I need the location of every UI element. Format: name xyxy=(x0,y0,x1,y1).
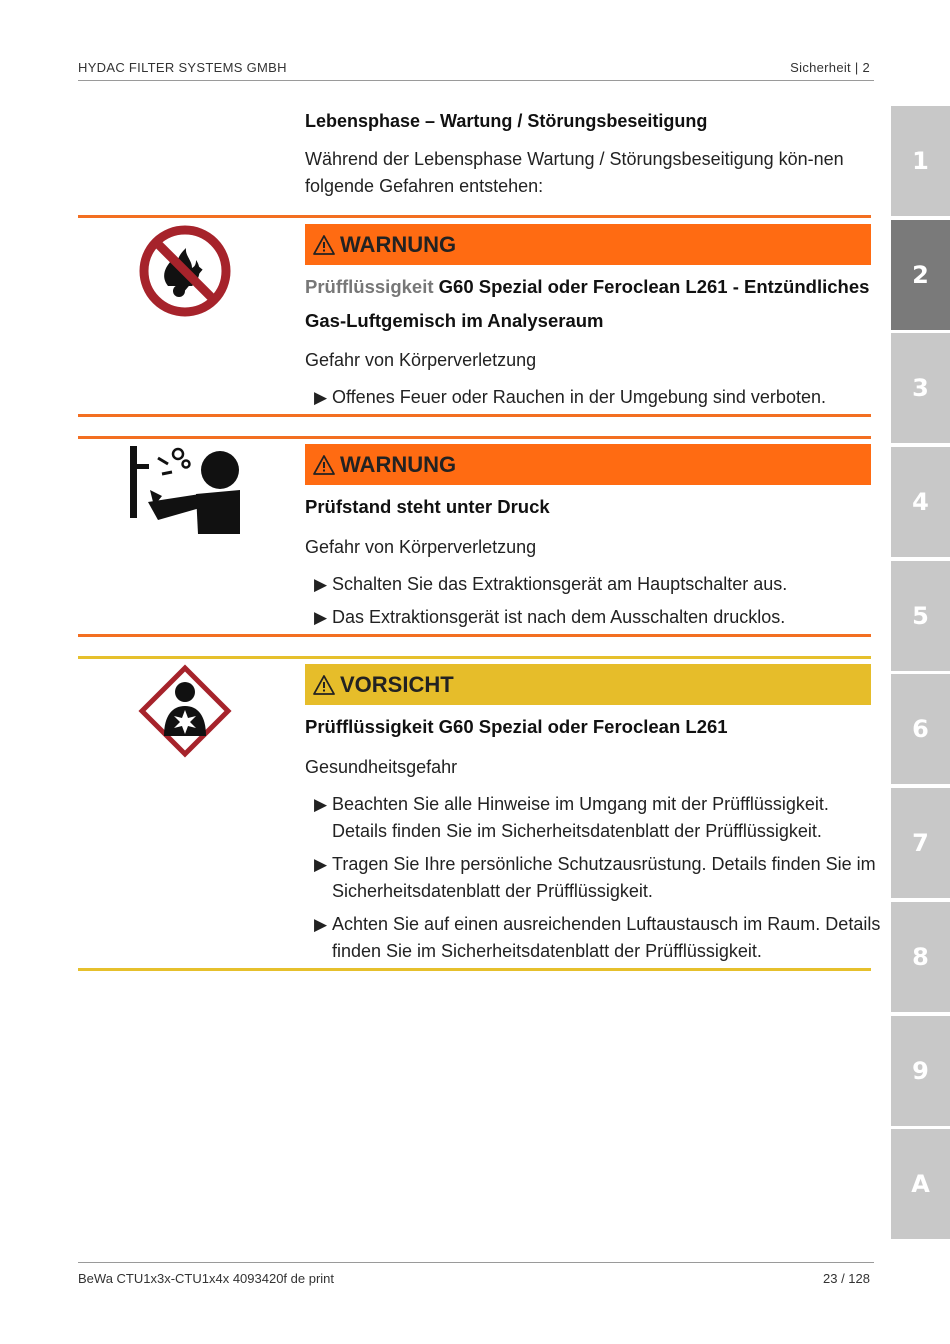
warning2-bullet-1-text: Schalten Sie das Extraktionsgerät am Hauptschalter aus. xyxy=(332,574,788,594)
page-number: 23 / 128 xyxy=(823,1271,870,1286)
caution-bullet-1-text: Beachten Sie alle Hinweise im Umgang mit der Prüfflüssigkeit. Details finden Sie im Sicherheitsdatenblatt der Prüfflüssigkeit. xyxy=(332,794,829,841)
caution-heading: Prüfflüssigkeit G60 Spezial oder Feroclean L261 xyxy=(305,716,728,737)
pressure-hazard-icon xyxy=(128,444,243,536)
bullet-arrow-icon: ▶ xyxy=(314,795,328,814)
bullet-arrow-icon: ▶ xyxy=(314,575,328,594)
warning-triangle-icon xyxy=(313,235,335,255)
bullet-arrow-icon: ▶ xyxy=(314,915,328,934)
warning1-bottom-rule xyxy=(78,414,871,417)
chapter-tab-7[interactable]: 7 xyxy=(891,788,950,898)
warning2-label: WARNUNG xyxy=(340,451,457,477)
lifecycle-title: Lebensphase – Wartung / Störungsbeseitigung xyxy=(305,111,708,131)
caution-bullet-1 xyxy=(314,791,888,845)
warning2-bullet-2-text: Das Extraktionsgerät ist nach dem Ausschalten drucklos. xyxy=(332,607,786,627)
warning-triangle-icon xyxy=(313,675,335,695)
caution-bullet-2-text: Tragen Sie Ihre persönliche Schutzausrüstung. Details finden Sie im Sicherheitsdatenblatt der Prüfflüssigkeit. xyxy=(332,854,876,901)
health-hazard-icon xyxy=(138,664,232,758)
caution-bullet-2 xyxy=(314,851,888,905)
bullet-arrow-icon: ▶ xyxy=(314,608,328,627)
warning2-top-rule xyxy=(78,436,871,439)
warning1-label: WARNUNG xyxy=(340,231,457,257)
chapter-tab-3[interactable]: 3 xyxy=(891,333,950,443)
warning-triangle-icon xyxy=(313,455,335,475)
chapter-tab-a[interactable]: A xyxy=(891,1129,950,1239)
chapter-tab-2[interactable]: 2 xyxy=(891,220,950,330)
caution-top-rule xyxy=(78,656,871,659)
section-title: Sicherheit | 2 xyxy=(790,60,870,75)
warning1-bullet xyxy=(314,384,888,411)
warning1-banner xyxy=(305,224,871,265)
chapter-tab-9[interactable]: 9 xyxy=(891,1016,950,1126)
caution-bottom-rule xyxy=(78,968,871,971)
warning1-heading-rest: G60 Spezial oder Feroclean L261 - Entzündliches Gas-Luftgemisch im Analyseraum xyxy=(305,276,870,331)
warning1-bullet-text: Offenes Feuer oder Rauchen in der Umgebung sind verboten. xyxy=(332,387,826,407)
warning1-heading-gray: Prüfflüssigkeit xyxy=(305,276,434,297)
warning1-risk: Gefahr von Körperverletzung xyxy=(305,350,537,370)
warning2-bullet-2 xyxy=(314,604,888,631)
document-id: BeWa CTU1x3x-CTU1x4x 4093420f de print xyxy=(78,1271,335,1286)
chapter-tab-1[interactable]: 1 xyxy=(891,106,950,216)
caution-bullet-3-text: Achten Sie auf einen ausreichenden Luftaustausch im Raum. Details finden Sie im Sicherheitsdatenblatt der Prüfflüssigkeit. xyxy=(332,914,881,961)
warning2-heading: Prüfstand steht unter Druck xyxy=(305,496,550,517)
chapter-tabs xyxy=(891,106,950,1243)
chapter-tab-4[interactable]: 4 xyxy=(891,447,950,557)
chapter-tab-5[interactable]: 5 xyxy=(891,561,950,671)
warning2-bottom-rule xyxy=(78,634,871,637)
warning2-banner xyxy=(305,444,871,485)
page-header xyxy=(78,58,874,81)
caution-risk: Gesundheitsgefahr xyxy=(305,757,458,777)
lifecycle-text: Während der Lebensphase Wartung / Störungsbeseitigung kön-nen folgende Gefahren entstehen: xyxy=(305,149,844,196)
company-name: HYDAC FILTER SYSTEMS GMBH xyxy=(78,60,287,75)
warning1-top-rule xyxy=(78,215,871,218)
chapter-tab-8[interactable]: 8 xyxy=(891,902,950,1012)
page-footer xyxy=(78,1262,874,1286)
bullet-arrow-icon: ▶ xyxy=(314,855,328,874)
caution-banner xyxy=(305,664,871,705)
warning2-bullet-1 xyxy=(314,571,888,598)
caution-label: VORSICHT xyxy=(340,671,454,697)
chapter-tab-6[interactable]: 6 xyxy=(891,674,950,784)
bullet-arrow-icon: ▶ xyxy=(314,388,328,407)
warning2-risk: Gefahr von Körperverletzung xyxy=(305,537,537,557)
caution-bullet-3 xyxy=(314,911,888,965)
no-open-flame-icon xyxy=(138,224,232,318)
warning1-heading xyxy=(305,270,871,338)
